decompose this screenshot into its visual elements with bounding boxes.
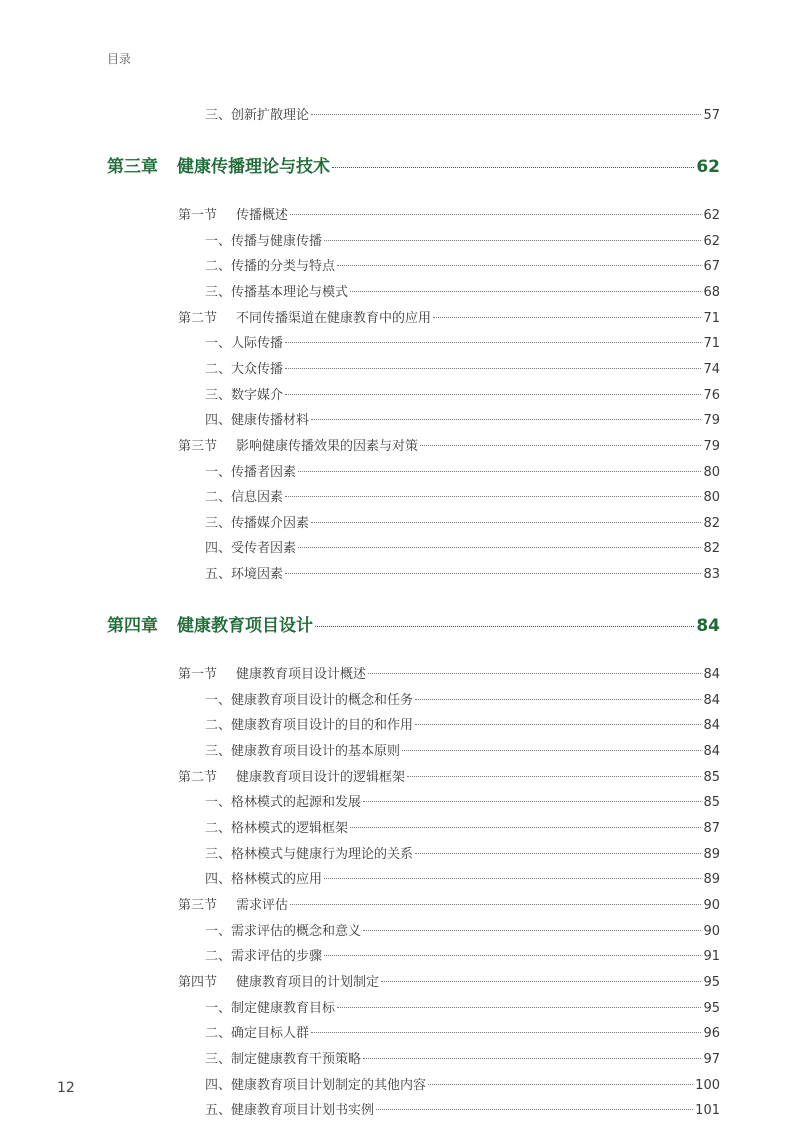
toc-entry-label: 三、格林模式与健康行为理论的关系 bbox=[205, 846, 414, 862]
toc-page-number: 97 bbox=[703, 1051, 720, 1067]
toc-entry-title bbox=[107, 611, 313, 636]
toc-entry-title bbox=[178, 663, 366, 682]
toc-entry-title bbox=[205, 714, 413, 733]
dot-leader bbox=[415, 853, 701, 854]
toc-page-number: 80 bbox=[703, 464, 720, 480]
toc-entry-label: 一、格林模式的起源和发展 bbox=[205, 795, 362, 811]
dot-leader bbox=[376, 1109, 693, 1110]
dot-leader bbox=[433, 317, 701, 318]
toc-page-number: 87 bbox=[703, 821, 720, 836]
dot-leader bbox=[285, 573, 701, 574]
toc-entry-title bbox=[205, 512, 309, 531]
toc-entry-label: 三、创新扩散理论 bbox=[205, 108, 310, 123]
toc-entry-label: 传播概述 bbox=[236, 208, 289, 223]
toc-section bbox=[178, 894, 720, 913]
toc-entry-title bbox=[205, 104, 309, 123]
toc-item bbox=[205, 1099, 720, 1118]
toc-entry-label: 二、格林模式的逻辑框架 bbox=[205, 821, 349, 836]
toc-entry-title bbox=[205, 997, 335, 1016]
dot-leader bbox=[290, 214, 701, 215]
toc-entry-label: 一、传播者因素 bbox=[205, 464, 297, 480]
toc-entry-title bbox=[205, 920, 361, 939]
toc-page-number: 84 bbox=[703, 744, 720, 760]
dot-leader bbox=[285, 368, 701, 369]
dot-leader bbox=[428, 1084, 693, 1085]
toc-item bbox=[205, 920, 720, 939]
toc-section bbox=[178, 766, 720, 785]
toc-item bbox=[205, 486, 720, 505]
dot-leader bbox=[368, 673, 701, 674]
toc-page-number: 91 bbox=[703, 949, 720, 965]
toc-page-number: 82 bbox=[703, 541, 720, 557]
toc-page-number: 79 bbox=[703, 413, 720, 429]
toc-page-number: 71 bbox=[703, 310, 720, 326]
toc-page-number: 100 bbox=[695, 1077, 720, 1093]
toc-page-number: 84 bbox=[703, 692, 720, 708]
running-header: 目录 bbox=[107, 52, 132, 66]
toc-chapter bbox=[107, 611, 720, 636]
toc-item bbox=[205, 817, 720, 836]
toc-section bbox=[178, 204, 720, 223]
toc-entry-label: 四、健康教育项目计划制定的其他内容 bbox=[205, 1077, 427, 1093]
toc-entry-number: 第三章 bbox=[107, 157, 158, 177]
toc-page-number: 82 bbox=[703, 515, 720, 531]
toc-entry-number: 第二节 bbox=[178, 769, 218, 785]
toc-section bbox=[178, 435, 720, 454]
dot-leader bbox=[407, 776, 701, 777]
dot-leader bbox=[381, 981, 701, 982]
dot-leader bbox=[402, 750, 701, 751]
toc-entry-label: 二、需求评估的步骤 bbox=[205, 949, 323, 965]
toc-entry-title bbox=[205, 537, 296, 556]
toc-page-number: 74 bbox=[703, 361, 720, 377]
toc-page-number: 57 bbox=[703, 108, 720, 123]
toc-entry-label: 不同传播渠道在健康教育中的应用 bbox=[236, 310, 432, 326]
toc-page-number: 96 bbox=[703, 1026, 720, 1042]
toc-item bbox=[205, 689, 720, 708]
toc-entry-label: 五、环境因素 bbox=[205, 567, 284, 583]
toc-entry-label: 四、健康传播材料 bbox=[205, 413, 310, 429]
toc-item bbox=[205, 740, 720, 759]
dot-leader bbox=[324, 240, 701, 241]
toc-entry-title bbox=[205, 1048, 361, 1067]
toc-page-number: 95 bbox=[703, 1000, 720, 1016]
dot-leader bbox=[415, 699, 701, 700]
toc-item bbox=[205, 281, 720, 300]
toc-item bbox=[205, 512, 720, 531]
toc-item bbox=[205, 537, 720, 556]
toc-item bbox=[205, 409, 720, 428]
dot-leader bbox=[332, 167, 694, 168]
toc-page-number: 85 bbox=[703, 769, 720, 785]
toc-chapter bbox=[107, 152, 720, 177]
dot-leader bbox=[298, 547, 701, 548]
toc-entry-title bbox=[205, 868, 322, 887]
toc-entry-title bbox=[205, 281, 348, 300]
toc-entry-number: 第二节 bbox=[178, 310, 218, 326]
toc-entry-title bbox=[178, 435, 418, 454]
toc-page-number: 90 bbox=[703, 923, 720, 939]
dot-leader bbox=[350, 827, 701, 828]
toc-page-number: 62 bbox=[703, 233, 720, 249]
toc-entry-label: 四、格林模式的应用 bbox=[205, 872, 323, 888]
dot-leader bbox=[285, 394, 701, 395]
toc-entry-title bbox=[205, 384, 283, 403]
toc-entry-title bbox=[205, 843, 413, 862]
toc-entry-label: 健康传播理论与技术 bbox=[177, 157, 330, 177]
toc-page-number: 84 bbox=[703, 667, 720, 683]
toc-page-number: 84 bbox=[696, 616, 720, 637]
toc-item bbox=[205, 997, 720, 1016]
toc-entry-title bbox=[205, 740, 400, 759]
toc-entry-label: 一、制定健康教育目标 bbox=[205, 1000, 336, 1016]
toc-entry-label: 三、健康教育项目设计的基本原则 bbox=[205, 744, 401, 760]
toc-entry-title bbox=[178, 307, 431, 326]
toc-entry-title bbox=[178, 894, 288, 913]
toc-page-number: 83 bbox=[703, 567, 720, 583]
page-number: 12 bbox=[57, 1080, 75, 1096]
toc-entry-label: 三、传播基本理论与模式 bbox=[205, 284, 349, 300]
toc-entry-title bbox=[205, 358, 283, 377]
dot-leader bbox=[311, 1032, 701, 1033]
toc-entry-title bbox=[205, 486, 283, 505]
toc-page-number: 84 bbox=[703, 718, 720, 734]
toc-entry-title bbox=[178, 766, 405, 785]
toc-entry-title bbox=[205, 461, 296, 480]
toc-page-number: 95 bbox=[703, 974, 720, 990]
toc-item bbox=[205, 714, 720, 733]
toc-entry-title bbox=[178, 971, 379, 990]
toc-entry-title bbox=[205, 563, 283, 582]
dot-leader bbox=[324, 878, 701, 879]
toc-entry-label: 三、制定健康教育干预策略 bbox=[205, 1051, 362, 1067]
toc-entry-number: 第四节 bbox=[178, 974, 218, 990]
toc-entry-title bbox=[178, 204, 288, 223]
toc-page-number: 68 bbox=[703, 284, 720, 300]
toc-entry-label: 一、人际传播 bbox=[205, 336, 284, 352]
toc-section bbox=[178, 307, 720, 326]
toc-entry-label: 三、数字媒介 bbox=[205, 387, 284, 403]
dot-leader bbox=[298, 471, 701, 472]
dot-leader bbox=[363, 930, 701, 931]
dot-leader bbox=[363, 801, 701, 802]
toc-section bbox=[178, 971, 720, 990]
toc-item bbox=[205, 1022, 720, 1041]
dot-leader bbox=[311, 114, 701, 115]
toc-entry-number: 第一节 bbox=[178, 208, 218, 223]
toc-item bbox=[205, 461, 720, 480]
toc-entry-label: 二、传播的分类与特点 bbox=[205, 259, 336, 275]
toc-page-number: 62 bbox=[696, 157, 720, 177]
dot-leader bbox=[285, 342, 701, 343]
toc-item bbox=[205, 945, 720, 964]
toc-entry-label: 需求评估 bbox=[236, 897, 289, 913]
toc-entry-number: 第四章 bbox=[107, 616, 158, 637]
toc-entry-title bbox=[205, 689, 413, 708]
toc-entry-label: 一、健康教育项目设计的概念和任务 bbox=[205, 692, 414, 708]
toc-page-number: 76 bbox=[703, 387, 720, 403]
toc-item bbox=[205, 230, 720, 249]
toc-page-number: 79 bbox=[703, 438, 720, 454]
dot-leader bbox=[337, 265, 701, 266]
toc-entry-label: 一、需求评估的概念和意义 bbox=[205, 923, 362, 939]
toc-entry-title bbox=[205, 1022, 309, 1041]
toc-entry-number: 第三节 bbox=[178, 897, 218, 913]
toc-page-number: 89 bbox=[703, 846, 720, 862]
dot-leader bbox=[350, 291, 701, 292]
toc-entry-label: 四、受传者因素 bbox=[205, 541, 297, 557]
toc-item bbox=[205, 1074, 720, 1093]
toc-item bbox=[205, 255, 720, 274]
toc-entry-title bbox=[205, 332, 283, 351]
toc-item bbox=[205, 104, 720, 123]
toc-page-number: 90 bbox=[703, 897, 720, 913]
toc-item bbox=[205, 791, 720, 810]
toc-item bbox=[205, 868, 720, 887]
toc-item bbox=[205, 384, 720, 403]
toc-entry-label: 三、传播媒介因素 bbox=[205, 515, 310, 531]
toc-page-number: 89 bbox=[703, 872, 720, 888]
dot-leader bbox=[315, 626, 694, 627]
toc-page-number: 62 bbox=[703, 208, 720, 223]
dot-leader bbox=[415, 724, 701, 725]
toc-entry-label: 一、传播与健康传播 bbox=[205, 233, 323, 249]
toc-entry-label: 健康教育项目设计的逻辑框架 bbox=[236, 769, 406, 785]
toc-page-number: 101 bbox=[695, 1103, 720, 1119]
toc-page-number: 71 bbox=[703, 336, 720, 352]
toc-page-number: 67 bbox=[703, 259, 720, 275]
toc-entry-number: 第一节 bbox=[178, 667, 218, 683]
toc-entry-label: 健康教育项目的计划制定 bbox=[236, 974, 380, 990]
toc-entry-label: 二、健康教育项目设计的目的和作用 bbox=[205, 718, 414, 734]
toc-entry-label: 健康教育项目设计 bbox=[177, 616, 313, 637]
toc-item bbox=[205, 843, 720, 862]
toc-entry-title bbox=[205, 1099, 374, 1118]
toc-entry-title bbox=[107, 152, 330, 177]
dot-leader bbox=[311, 522, 701, 523]
toc-entry-label: 五、健康教育项目计划书实例 bbox=[205, 1103, 375, 1119]
toc-entry-title bbox=[205, 791, 361, 810]
toc-entry-title bbox=[205, 1074, 426, 1093]
toc-item bbox=[205, 332, 720, 351]
toc-page-number: 80 bbox=[703, 490, 720, 506]
toc-entry-label: 二、确定目标人群 bbox=[205, 1026, 310, 1042]
dot-leader bbox=[324, 955, 701, 956]
dot-leader bbox=[311, 419, 701, 420]
dot-leader bbox=[290, 904, 701, 905]
toc-item bbox=[205, 1048, 720, 1067]
dot-leader bbox=[363, 1058, 701, 1059]
toc-entry-label: 二、大众传播 bbox=[205, 361, 284, 377]
toc-item bbox=[205, 563, 720, 582]
toc-item bbox=[205, 358, 720, 377]
toc-entry-number: 第三节 bbox=[178, 438, 218, 454]
toc-entry-title bbox=[205, 409, 309, 428]
toc-entry-title bbox=[205, 255, 335, 274]
dot-leader bbox=[420, 445, 701, 446]
toc-entry-label: 影响健康传播效果的因素与对策 bbox=[236, 438, 419, 454]
toc-entry-title bbox=[205, 817, 348, 836]
toc-entry-label: 二、信息因素 bbox=[205, 490, 284, 506]
dot-leader bbox=[285, 496, 701, 497]
toc-section bbox=[178, 663, 720, 682]
toc-entry-label: 健康教育项目设计概述 bbox=[236, 667, 367, 683]
toc-page-number: 85 bbox=[703, 795, 720, 811]
toc-entry-title bbox=[205, 230, 322, 249]
dot-leader bbox=[337, 1007, 701, 1008]
toc-entry-title bbox=[205, 945, 322, 964]
